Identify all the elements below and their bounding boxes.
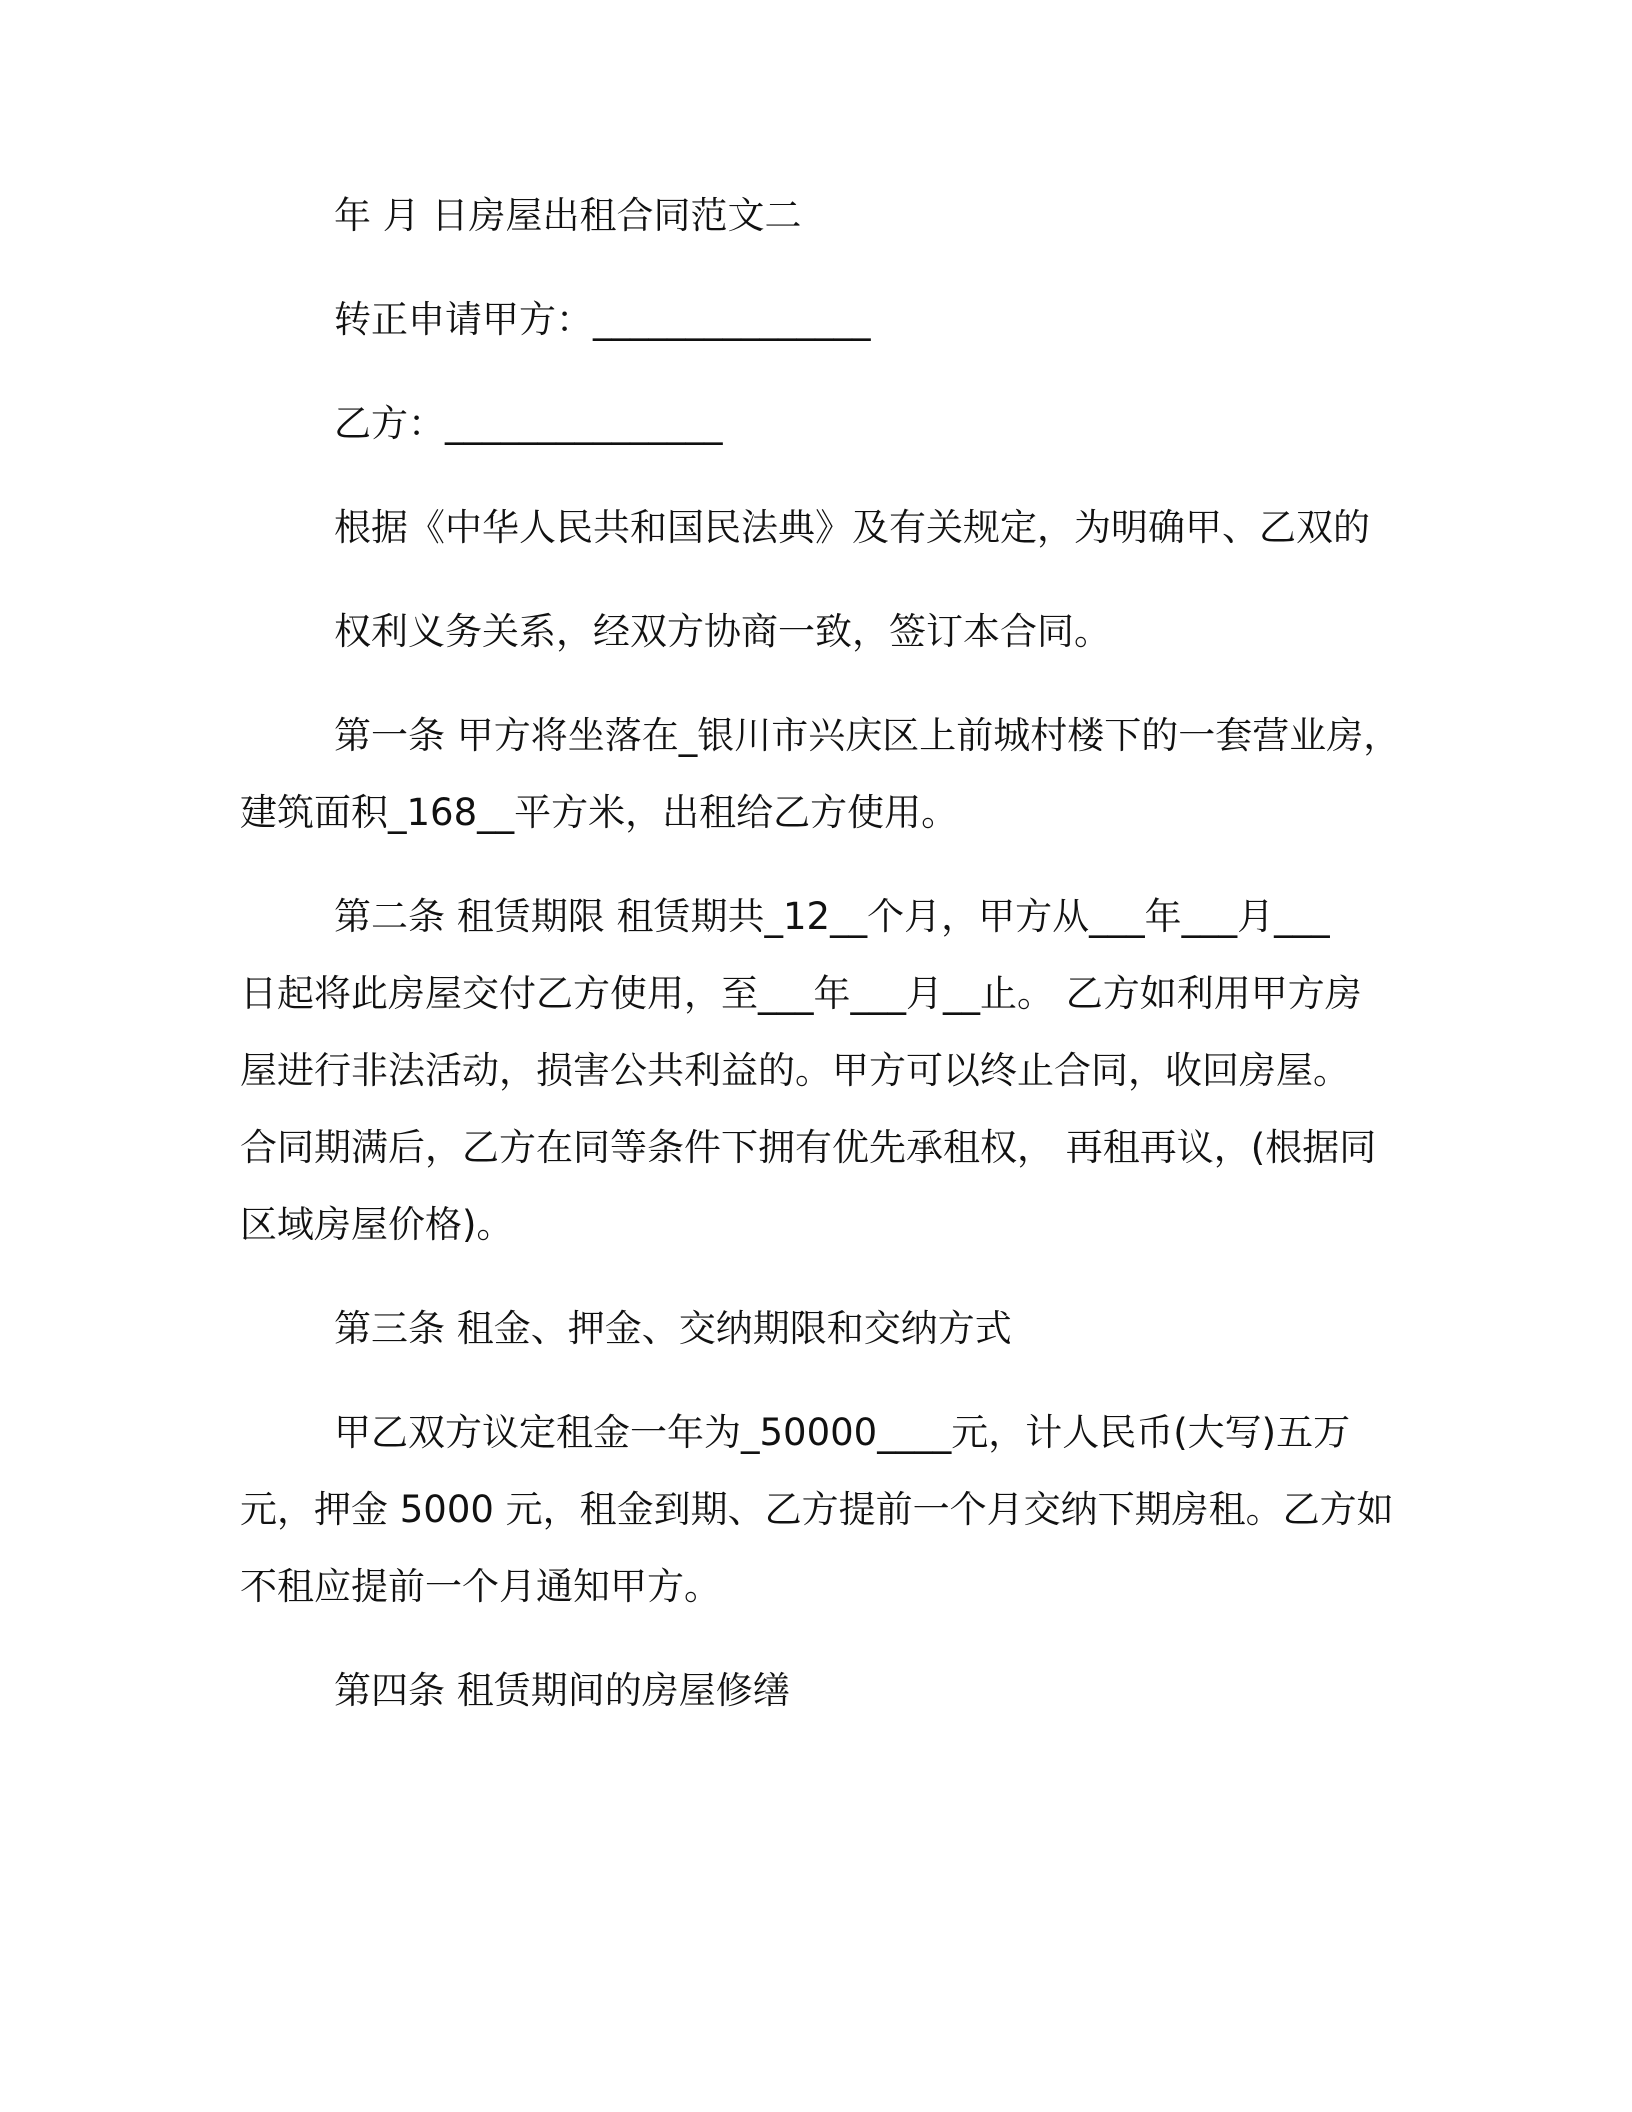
document-title: 年 月 日房屋出租合同范文二: [334, 194, 802, 237]
intro-line-1: 根据《中华人民共和国民法典》及有关规定，为明确甲、乙双的: [334, 506, 1370, 549]
article3-line-3: 不租应提前一个月通知甲方。: [240, 1565, 721, 1608]
intro-line-2: 权利义务关系，经双方协商一致，签订本合同。: [334, 610, 1111, 653]
article2-line-5: 区域房屋价格)。: [240, 1203, 514, 1246]
article3-line-1: 甲乙双方议定租金一年为_50000____元，计人民币(大写)五万: [334, 1411, 1351, 1454]
article2-line-1: 第二条 租赁期限 租赁期共_12__个月，甲方从___年___月___: [334, 895, 1330, 938]
article1-line-1: 第一条 甲方将坐落在_银川市兴庆区上前城村楼下的一套营业房，: [334, 714, 1401, 757]
article4-heading: 第四条 租赁期间的房屋修缮: [334, 1669, 790, 1712]
party-b-line: 乙方：_______________: [334, 402, 723, 445]
article2-line-4: 合同期满后，乙方在同等条件下拥有优先承租权， 再租再议，(根据同: [240, 1126, 1377, 1169]
party-a-line: 转正申请甲方：_______________: [334, 298, 871, 341]
article1-line-2: 建筑面积_168__平方米，出租给乙方使用。: [240, 791, 959, 834]
article2-line-2: 日起将此房屋交付乙方使用，至___年___月__止。 乙方如利用甲方房: [240, 972, 1362, 1015]
article3-heading: 第三条 租金、押金、交纳期限和交纳方式: [334, 1307, 1012, 1350]
article3-line-2: 元，押金 5000 元，租金到期、乙方提前一个月交纳下期房租。乙方如: [240, 1488, 1394, 1531]
article2-line-3: 屋进行非法活动，损害公共利益的。甲方可以终止合同，收回房屋。: [240, 1049, 1350, 1092]
